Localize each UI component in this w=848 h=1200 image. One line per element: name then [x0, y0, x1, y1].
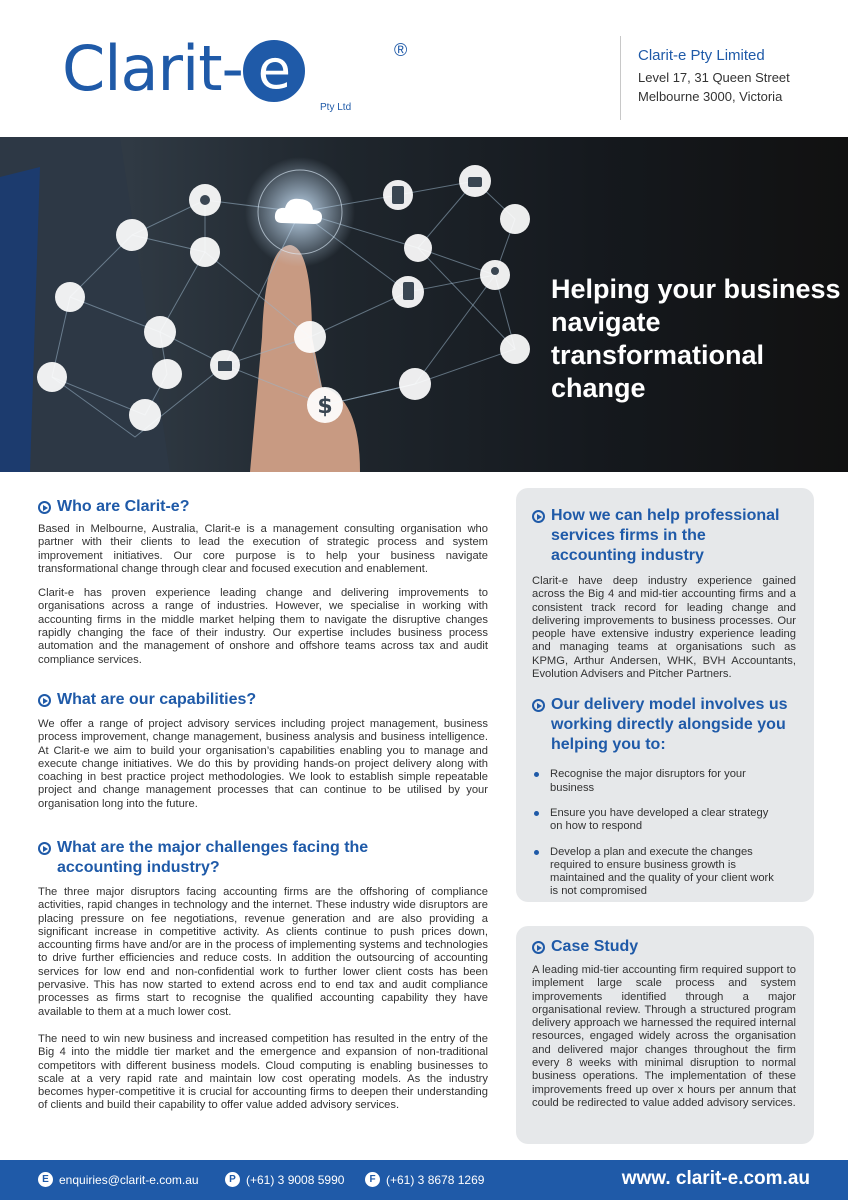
footer-email[interactable] — [38, 1172, 199, 1187]
challenges-paragraph-1: The three major disruptors facing accounting firms are the offshoring of compliance activities, rapid changes in technology and the internet. These industry wide disruptors are placing pressure on fee negotiations, revenue generation and are also providing a significant increase in competitive activity. As clients continue to push prices down, accounting firms have and/or are in the process of implementing systems and technologies to drive further efficiencies and reduce costs. In addition the outsourcing of accounting services for low end and non-confidential work to further lower client costs has been pervasive. This has now started to extend across end to end tax and audit compliance processes as firms start to recognise the qualified accounting capability they have available to them at a much lower cost. — [38, 886, 488, 1018]
logo-pty-ltd: Pty Ltd — [320, 102, 352, 113]
section-who-are-we — [38, 497, 488, 667]
logo-e-circle: e — [243, 40, 305, 102]
case-study-heading: Case Study — [532, 937, 796, 957]
company-address — [638, 46, 790, 106]
delivery-heading: Our delivery model involves us working directly alongside you helping you to: — [532, 695, 797, 755]
capabilities-paragraph: We offer a range of project advisory services including project management, business process improvement, change management, business analysis and business intelligence. At Clarit-e we aim to build your organisation’s capabilities enabling you to manage and execute change initiatives. We do this by providing hands-on project delivery along with coaching in best practice project methodologies. We look to establish simple repeatable project and change management processes that can continue to be utilised by your organisation long into the future. — [38, 718, 488, 810]
email-link[interactable]: enquiries@clarit-e.com.au — [59, 1172, 199, 1187]
play-circle-icon — [38, 501, 51, 514]
play-circle-icon — [532, 941, 545, 954]
who-heading: Who are Clarit-e? — [38, 497, 488, 517]
fax-icon: F — [365, 1172, 380, 1187]
svg-text:$: $ — [317, 394, 333, 419]
hero-banner — [0, 137, 848, 472]
delivery-bullet-list — [532, 768, 796, 898]
play-circle-icon — [532, 699, 545, 712]
address-line-2: Melbourne 3000, Victoria — [638, 89, 783, 104]
case-study-paragraph: A leading mid-tier accounting firm required support to implement large scale process and system improvements identified through a major organisational review. Through a structured program delivery approach we harnessed the required internal resources, engaged widely across the organisation and delivered major changes throughout the firm every 8 weeks with minimal disruption to normal business operations. The implementation of these improvements freed up over x hours per annum that could be redirected to value added advisory services. — [532, 964, 796, 1109]
challenges-heading: What are the major challenges facing the accounting industry? — [38, 838, 398, 878]
website-link[interactable]: www. clarit-e.com.au — [621, 1168, 810, 1189]
help-heading: How we can help professional services firms in the accounting industry — [532, 506, 787, 566]
email-icon: E — [38, 1172, 53, 1187]
play-circle-icon — [38, 694, 51, 707]
phone-icon: P — [225, 1172, 240, 1187]
list-item: Recognise the major disruptors for your business — [532, 768, 777, 795]
case-study-panel — [516, 926, 814, 1144]
address-line-1: Level 17, 31 Queen Street — [638, 70, 790, 85]
header — [0, 0, 848, 137]
header-divider — [620, 36, 621, 120]
footer-phone[interactable] — [225, 1172, 344, 1187]
help-panel — [516, 488, 814, 902]
phone-number[interactable]: (+61) 3 9008 5990 — [246, 1172, 345, 1187]
company-logo — [62, 34, 412, 120]
who-paragraph-2: Clarit-e has proven experience leading change and delivering improvements to organisations across a range of industries. However, we specialise in working with accounting firms in the middle market helping them to navigate the disruptive changes rapidly changing the face of their industry. Our expertise includes business process automation and the management of onshore and offshore teams across tax and audit compliance services. — [38, 587, 488, 666]
logo-wordmark: Clarit- e — [62, 32, 305, 105]
logo-registered-mark: ® — [394, 40, 408, 60]
section-challenges — [38, 838, 488, 1113]
section-capabilities — [38, 690, 488, 811]
company-name: Clarit-e Pty Limited — [638, 47, 765, 64]
list-item: Ensure you have developed a clear strategy on how to respond — [532, 807, 782, 834]
play-circle-icon — [532, 510, 545, 523]
footer — [0, 1160, 848, 1200]
challenges-paragraph-2: The need to win new business and increased competition has resulted in the entry of the Big 4 into the middle tier market and the emergence and expansion of non-traditional competitors with different business models. Cloud computing is enabling businesses to scale at a very rapid rate and maintain low cost operating models. As the industry becomes hyper-competitive it is crucial for accounting firms to deepen their understanding of clients and build their capability to offer value added advisory services. — [38, 1032, 488, 1112]
hero-title: Helping your business navigate transformational change — [551, 274, 841, 403]
who-paragraph-1: Based in Melbourne, Australia, Clarit-e is a management consulting organisation who partner with their clients to lead the execution of strategic process and system improvement initiatives. Our core purpose is to help your business navigate transformational change through clear and focused execution and enablement. — [38, 523, 488, 575]
play-circle-icon — [38, 842, 51, 855]
help-paragraph: Clarit-e have deep industry experience gained across the Big 4 and mid-tier accounting firms and a consistent track record for leading change and delivering improvements to business processes. Our people have extensive industry experience leading and managing teams at organisations such as KPMG, Arthur Andersen, WHK, BVH Accountants, Evolution Advisers and Pitcher Partners. — [532, 575, 796, 681]
fax-number: (+61) 3 8678 1269 — [386, 1172, 485, 1187]
footer-fax — [365, 1172, 484, 1187]
list-item: Develop a plan and execute the changes required to ensure business growth is maintained and the quality of your client work is not compromised — [532, 846, 784, 899]
capabilities-heading: What are our capabilities? — [38, 690, 488, 710]
